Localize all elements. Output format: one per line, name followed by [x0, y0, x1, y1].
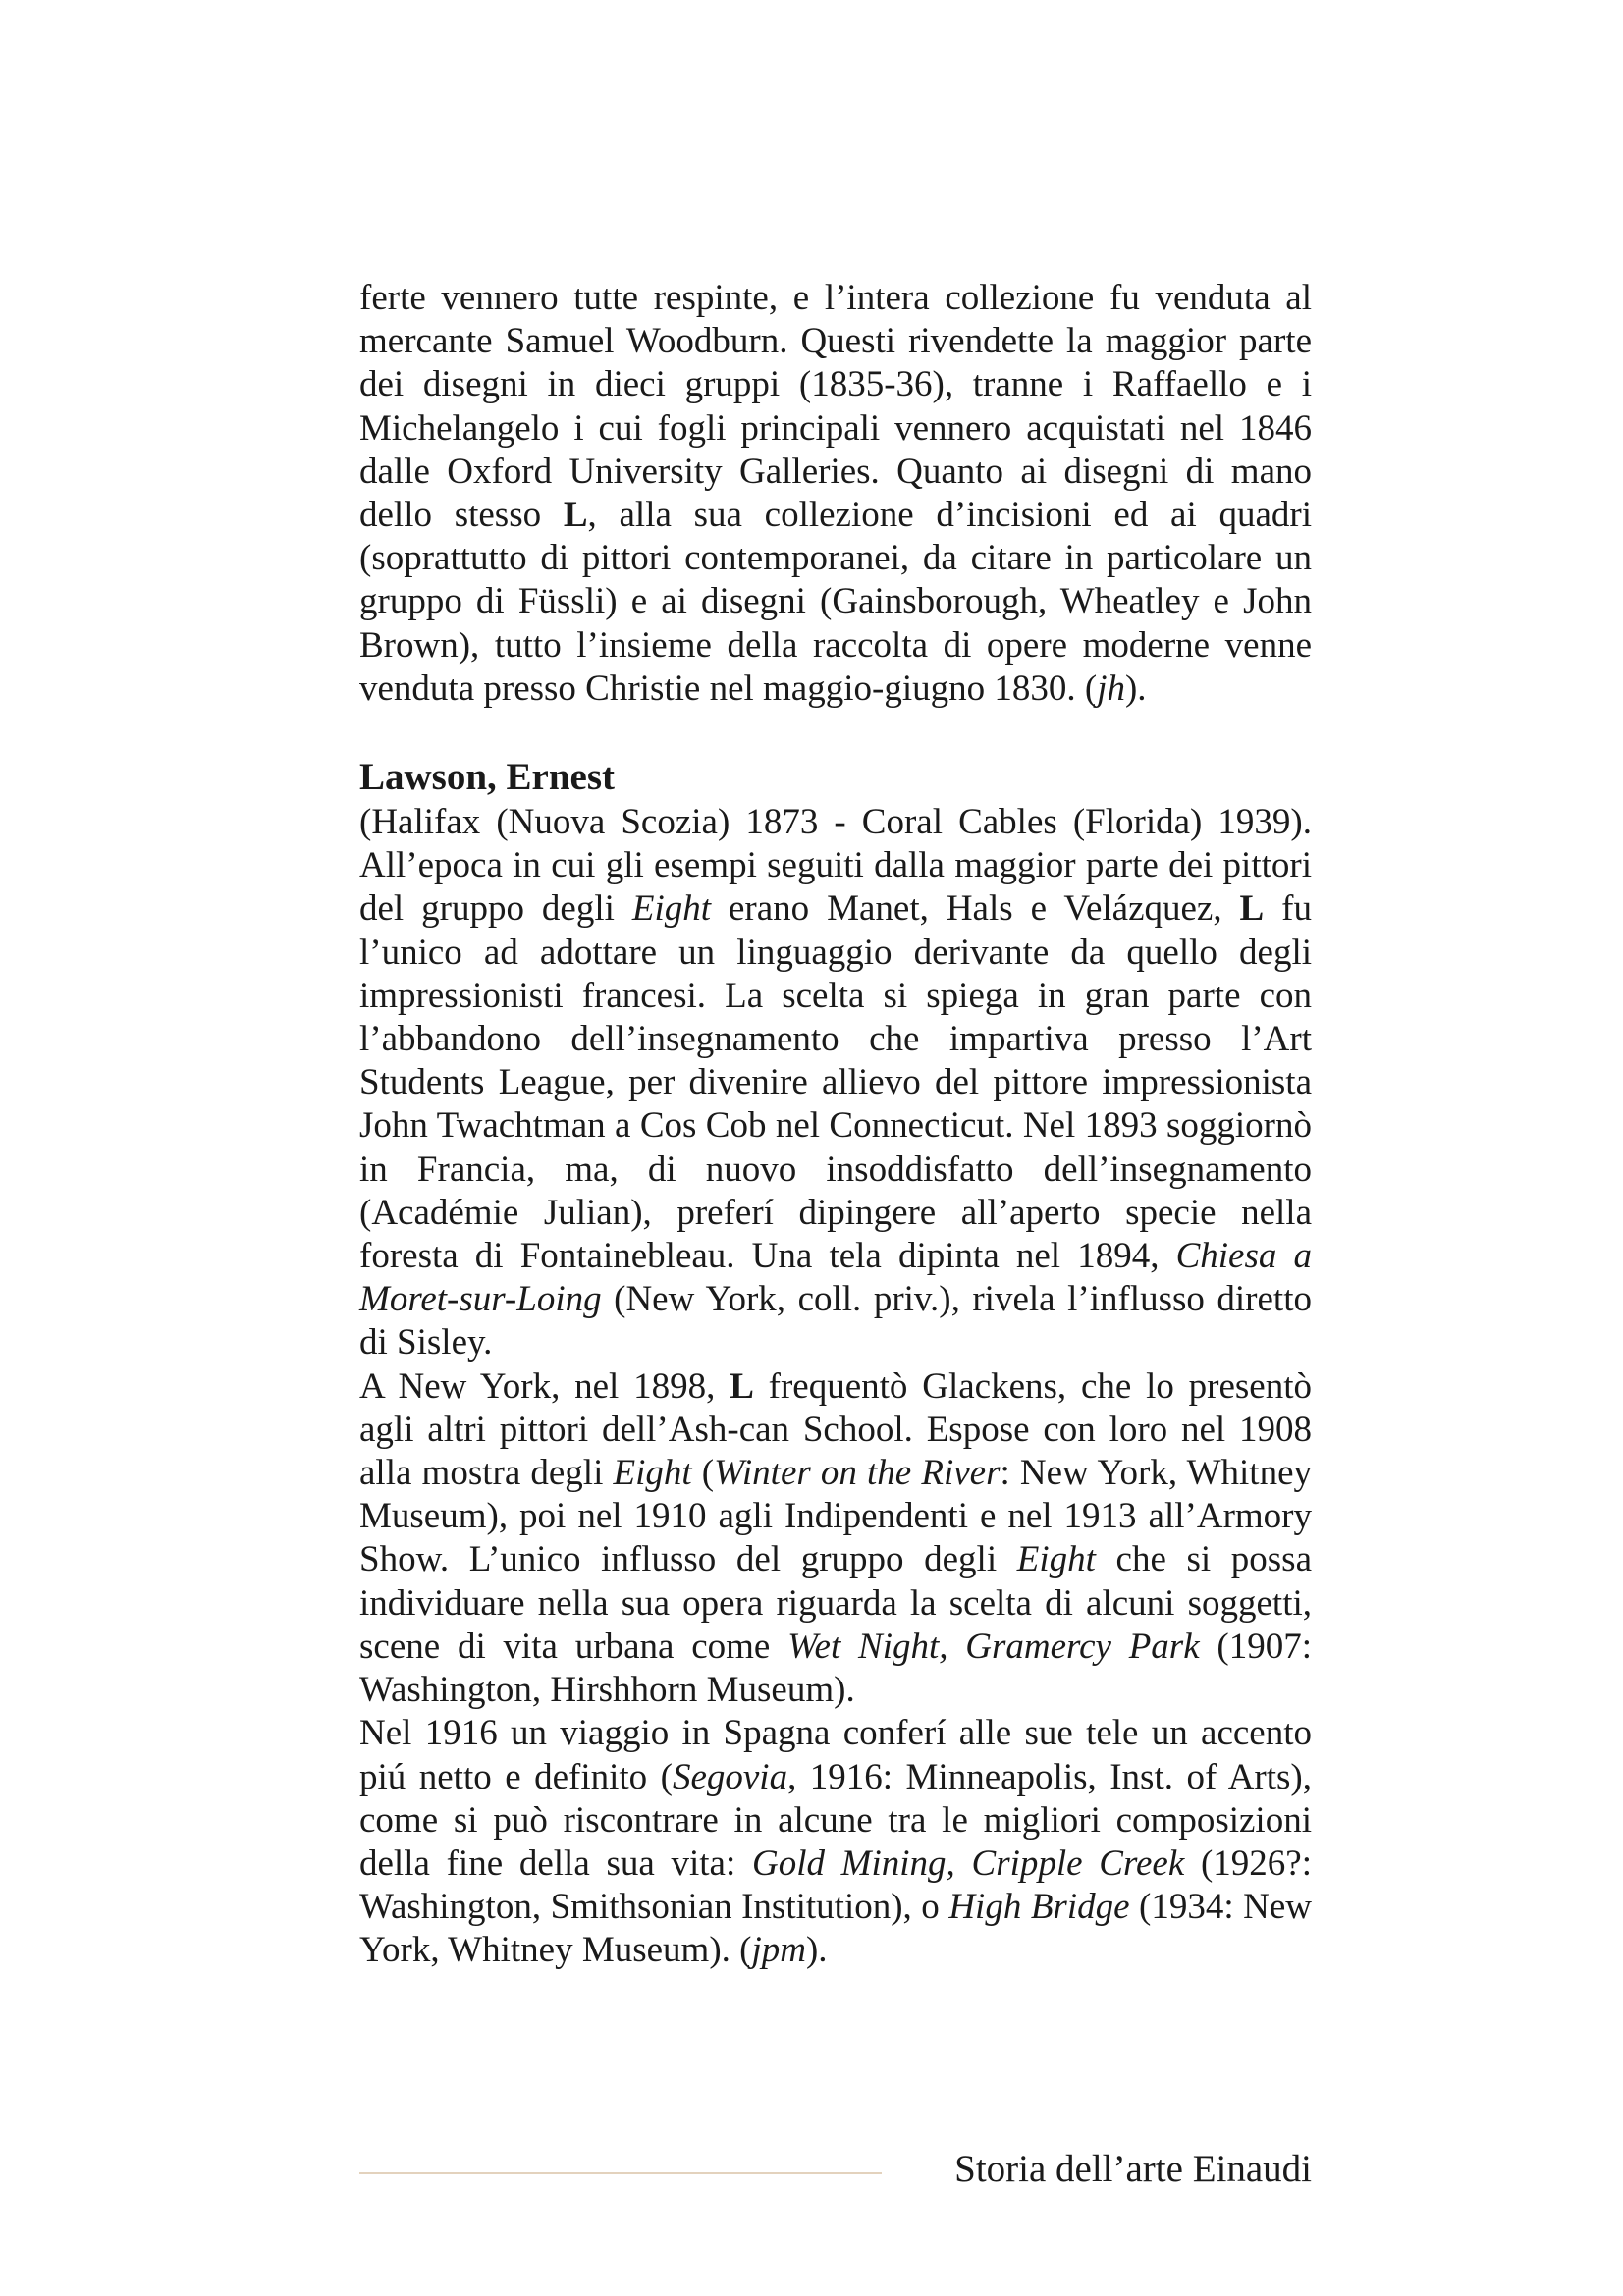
- text-segment: erano Manet, Hals e Velázquez,: [711, 888, 1240, 930]
- text-segment: Segovia: [672, 1756, 788, 1797]
- text-segment: (1907: Washington, Hirshhorn Museum).: [359, 1626, 1313, 1711]
- text-segment: Chiesa a Moret-sur-Loing: [359, 1236, 1312, 1320]
- text-segment: (Halifax (Nuova Scozia) 1873 - Coral Cables (Florida) 1939). All’epoca in cui gli esempi seguiti dalla maggior parte dei pittori del gruppo degli: [359, 802, 1312, 930]
- text-segment: L: [1239, 888, 1265, 930]
- text-segment: A New York, nel 1898,: [359, 1365, 730, 1407]
- entry-paragraph-2: [359, 1365, 1312, 1713]
- text-segment: frequentò Glackens, che lo presentò agli altri pittori dell’Ash-can School. Espose con loro nel 1908 alla mostra degli: [359, 1365, 1312, 1494]
- entry-title: Lawson, Ernest: [359, 756, 616, 799]
- text-segment: L: [730, 1365, 754, 1407]
- text-segment: fu l’unico ad adottare un linguaggio derivante da quello degli impressionisti francesi. La scelta si spiega in gran parte con l’abbandono dell’insegnamento che impartiva presso l’Art Students League, per divenire allievo del pittore impressionista John Twachtman a Cos Cob nel Connecticut. Nel 1893 soggiornò in Francia, ma, di nuovo insoddisfatto dell’insegnamento (Académie Julian), preferí dipingere all’aperto specie nella foresta di Fontainebleau. Una tela dipinta nel 1894,: [359, 888, 1313, 1277]
- text-segment: (1934: New York, Whitney Museum). (: [359, 1887, 1312, 1971]
- text-segment: Eight: [631, 888, 712, 930]
- text-segment: che si possa individuare nella sua opera riguarda la scelta di alcuni soggetti, scene di vita urbana come: [359, 1539, 1312, 1667]
- footer-rule: [359, 2172, 882, 2174]
- text-column: [359, 277, 1312, 1973]
- text-segment: Nel 1916 un viaggio in Spagna conferí alle sue tele un accento piú netto e definito (: [359, 1713, 1312, 1797]
- text-segment: (New York, coll. priv.), rivela l’influsso diretto di Sisley.: [359, 1279, 1312, 1363]
- text-segment: (: [691, 1453, 715, 1494]
- text-segment: Winter on the River: [714, 1453, 1001, 1494]
- text-segment: , alla sua collezione d’incisioni ed ai quadri (soprattutto di pittori contemporanei, da citare in particolare un gruppo di Füssli) e ai disegni (Gainsborough, Wheatley e John Brown), tutto l’insieme della raccolta di opere moderne venne venduta presso Christie nel maggio-giugno 1830. (: [359, 495, 1312, 709]
- text-segment: L: [563, 495, 588, 536]
- text-segment: , 1916: Minneapolis, Inst. of Arts), come si può riscontrare in alcune tra le migliori composizioni della fine della sua vita:: [359, 1756, 1312, 1884]
- text-segment: (1926?: Washington, Smithsonian Institution), o: [359, 1842, 1312, 1928]
- text-segment: jh: [1097, 667, 1125, 709]
- entry-paragraph-1: [359, 801, 1312, 1365]
- text-segment: : New York, Whitney Museum), poi nel 1910 agli Indipendenti e nel 1913 all’Armory Show. L’unico influsso del gruppo degli: [359, 1453, 1312, 1580]
- text-segment: High Bridge: [948, 1887, 1130, 1928]
- entry-paragraph-3: [359, 1712, 1312, 1972]
- text-segment: Wet Night, Gramercy Park: [787, 1626, 1200, 1667]
- text-segment: Gold Mining, Cripple Creek: [751, 1842, 1185, 1884]
- paragraph-continuation: [359, 277, 1312, 711]
- text-segment: Eight: [613, 1453, 692, 1494]
- text-segment: Eight: [1016, 1539, 1096, 1580]
- footer-publisher: Storia dell’arte Einaudi: [954, 2148, 1312, 2190]
- text-segment: jpm: [751, 1930, 806, 1971]
- text-segment: ferte vennero tutte respinte, e l’intera collezione fu venduta al mercante Samuel Woodburn. Questi rivendette la maggior parte dei disegni in dieci gruppi (1835-36), tranne i Raffaello e i Michelangelo i cui fogli principali vennero acquistati nel 1846 dalle Oxford University Galleries. Quanto ai disegni di mano dello stesso: [359, 278, 1312, 536]
- text-segment: ).: [805, 1930, 828, 1971]
- text-segment: ).: [1124, 667, 1147, 709]
